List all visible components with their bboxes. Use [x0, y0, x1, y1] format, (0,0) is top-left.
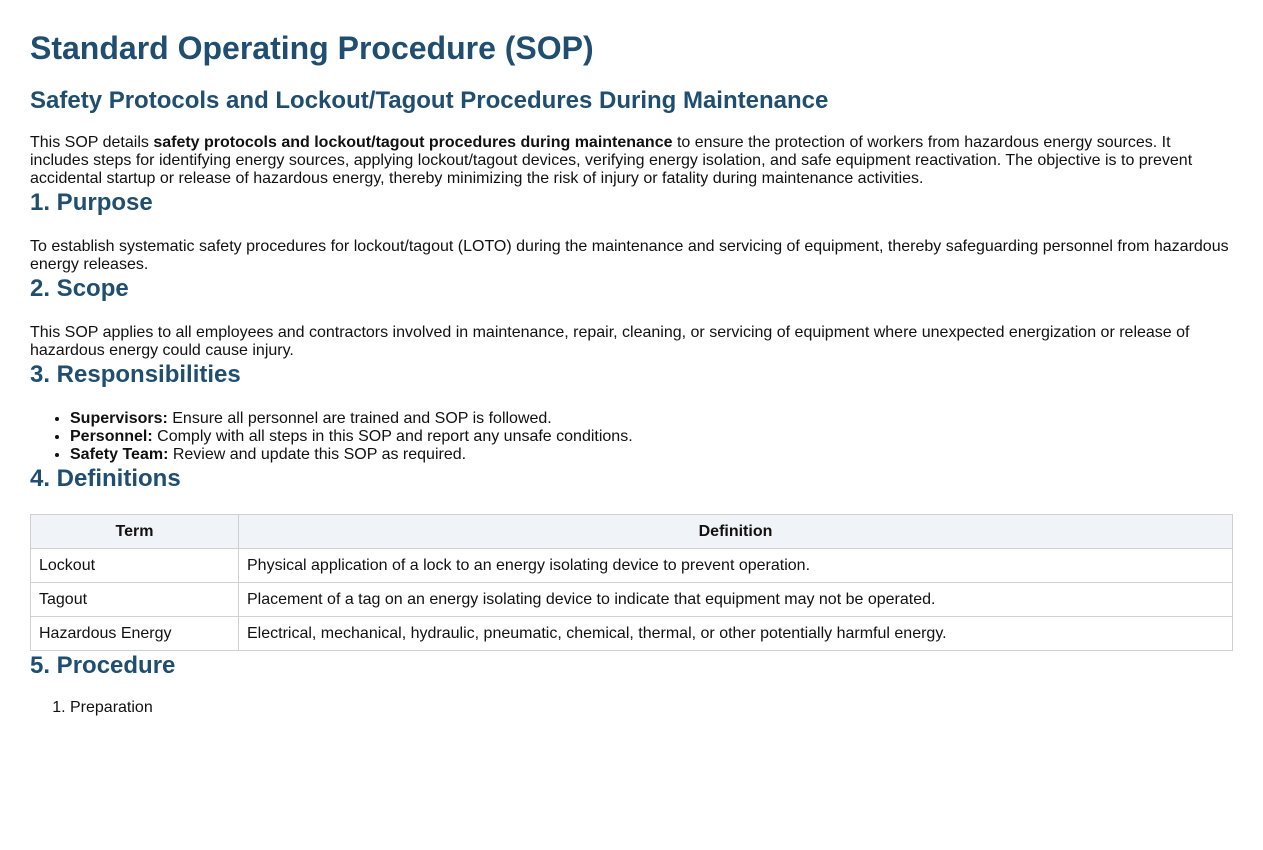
- list-item: [70, 446, 1233, 464]
- procedure-list: [30, 699, 1233, 717]
- responsibilities-heading: 3. Responsibilities: [30, 361, 241, 388]
- list-item: [70, 428, 1233, 446]
- list-item: 1. Preparation: [70, 699, 1233, 717]
- term-cell: Tagout: [31, 583, 239, 617]
- table-header-row: [31, 515, 1233, 549]
- procedure-heading: 5. Procedure: [30, 652, 176, 679]
- intro-paragraph: [30, 134, 1233, 188]
- term-cell: Hazardous Energy: [31, 617, 239, 651]
- role-label: Personnel:: [70, 428, 153, 445]
- definition-cell: Electrical, mechanical, hydraulic, pneumatic, chemical, thermal, or other potentially harmful energy.: [239, 617, 1233, 651]
- responsibilities-list: [30, 410, 1233, 464]
- column-header-definition: Definition: [239, 515, 1233, 549]
- definitions-table: [30, 514, 1233, 651]
- definition-cell: Placement of a tag on an energy isolating device to indicate that equipment may not be operated.: [239, 583, 1233, 617]
- role-label: Supervisors:: [70, 410, 168, 427]
- scope-heading: 2. Scope: [30, 275, 129, 302]
- table-row: [31, 583, 1233, 617]
- definition-cell: Physical application of a lock to an energy isolating device to prevent operation.: [239, 549, 1233, 583]
- role-text: Review and update this SOP as required.: [168, 446, 467, 463]
- table-row: [31, 549, 1233, 583]
- role-label: Safety Team:: [70, 446, 169, 463]
- column-header-term: Term: [31, 515, 239, 549]
- table-row: [31, 617, 1233, 651]
- purpose-heading: 1. Purpose: [30, 189, 153, 216]
- intro-bold: safety protocols and lockout/tagout procedures during maintenance: [153, 134, 673, 151]
- purpose-text: To establish systematic safety procedures for lockout/tagout (LOTO) during the maintenance and servicing of equipment, thereby safeguarding personnel from hazardous energy releases.: [30, 238, 1229, 273]
- page-title: Standard Operating Procedure (SOP): [30, 30, 594, 66]
- role-text: Ensure all personnel are trained and SOP is followed.: [167, 410, 552, 427]
- list-item: [70, 410, 1233, 428]
- scope-text: This SOP applies to all employees and contractors involved in maintenance, repair, cleaning, or servicing of equipment where unexpected energization or release of hazardous energy could cause injury.: [30, 324, 1190, 359]
- intro-prefix: This SOP details: [30, 134, 154, 151]
- role-text: Comply with all steps in this SOP and report any unsafe conditions.: [152, 428, 633, 445]
- intro-suffix: to ensure the protection of workers from hazardous energy sources. It includes steps for identifying energy sources, applying lockout/tagout devices, verifying energy isolation, and safe equipment reactivation. The objective is to prevent accidental startup or release of hazardous energy, thereby minimizing the risk of injury or fatality during maintenance activities.: [30, 134, 1193, 187]
- page-subtitle: Safety Protocols and Lockout/Tagout Procedures During Maintenance: [30, 87, 829, 114]
- term-cell: Lockout: [31, 549, 239, 583]
- definitions-heading: 4. Definitions: [30, 465, 181, 492]
